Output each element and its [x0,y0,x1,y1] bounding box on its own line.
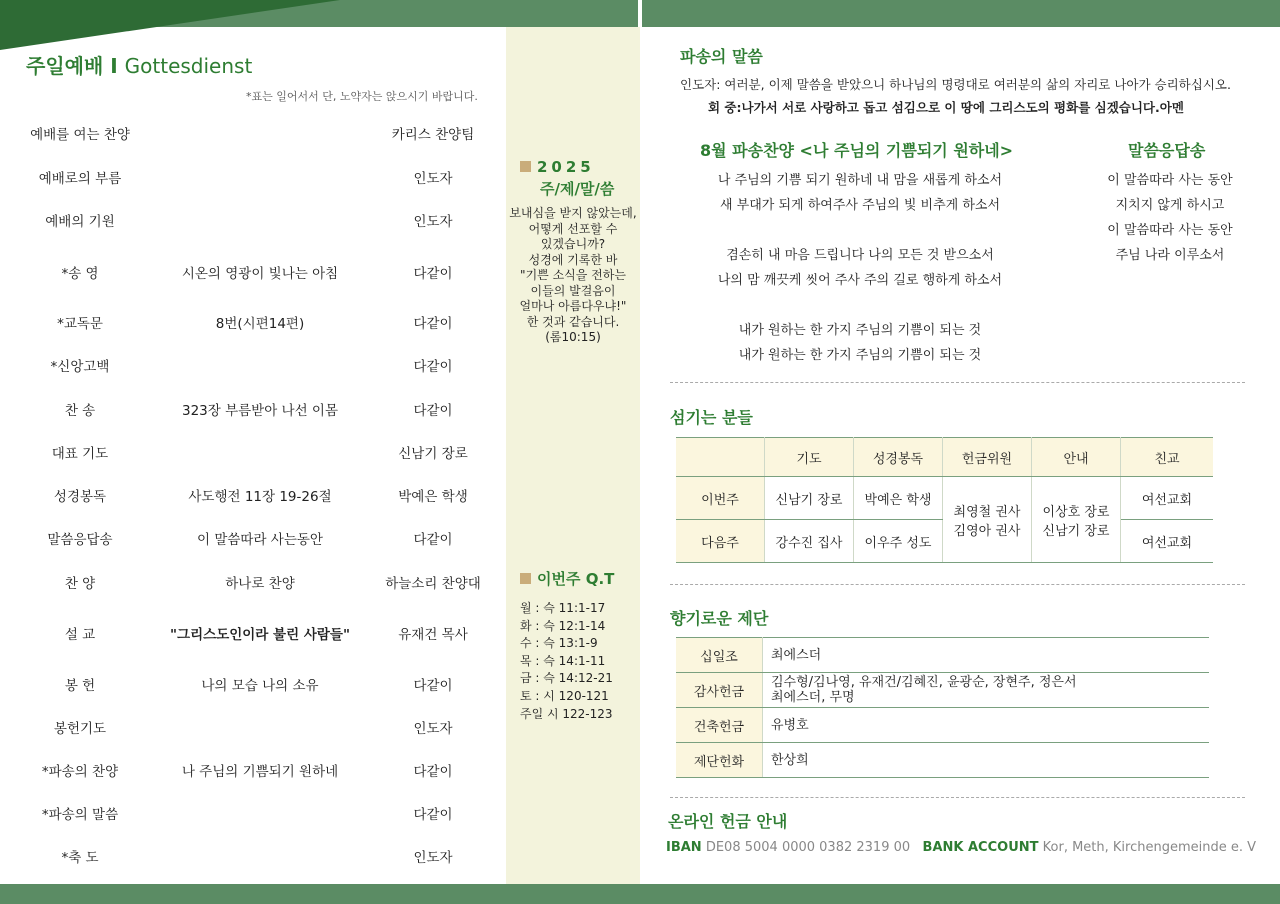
response-line: 지치지 않게 하시고 [1115,198,1225,213]
top-bar-accent [0,0,340,50]
song-line: 나의 맘 깨끗케 씻어 주사 주의 길로 행하게 하소서 [717,273,1003,288]
serve-row-label: 다음주 [676,520,765,563]
order-item: 설 교 [64,627,96,643]
order-row [0,164,506,194]
offer-value-line: 한상희 [771,752,809,768]
title-en: Gottesdienst [124,54,253,78]
order-row [0,671,506,701]
order-detail: 나의 모습 나의 소유 [201,678,319,694]
offer-label: 십일조 [676,638,763,673]
offer-value-line: 김수형/김나영, 유재건/김혜진, 윤광순, 장현주, 정은서 [771,675,1077,690]
song-line: 새 부대가 되게 하여주사 주님의 빛 비추게 하소서 [719,198,1001,213]
order-item: 찬 양 [64,576,96,592]
serve-usher [1032,477,1121,563]
order-detail: 사도행전 11장 19-26절 [188,489,332,505]
offer-row [676,743,1209,778]
divider [670,382,1245,383]
order-item: 봉 헌 [64,678,96,694]
response-line: 주님 나라 이루소서 [1115,248,1225,263]
offer-value [763,743,1210,778]
top-bar-right [642,0,1280,27]
order-item: *파송의 찬양 [41,764,119,780]
serve-col: 친교 [1121,438,1214,477]
verse-line: 어떻게 선포할 수 [528,221,618,236]
order-leader: 박예은 학생 [398,489,468,505]
qt-list [520,600,613,723]
serve-prayer: 신남기 장로 [765,477,854,520]
offer-label: 감사헌금 [676,673,763,708]
serve-fellowship: 여선교회 [1121,477,1214,520]
order-leader: 유재건 목사 [398,627,468,643]
offer-value [763,708,1210,743]
song-lyrics [690,168,1030,368]
song-line [690,218,1030,243]
qt-title: 이번주 Q.T [537,570,615,588]
response-lyrics [1090,168,1250,268]
order-row [0,757,506,787]
bank-name: Kor, Meth, Kirchengemeinde e. V [1042,840,1257,855]
order-leader: 인도자 [413,214,453,230]
order-leader: 인도자 [413,171,453,187]
verse-line: 보내심을 받지 않았는데, [509,206,637,220]
order-item: 예배의 기원 [45,214,115,230]
verse-line: "기쁜 소식을 전하는 [520,268,626,282]
square-icon [520,161,531,172]
offer-title: 향기로운 제단 [670,609,769,628]
theme-verse [507,206,639,346]
song-line [690,293,1030,318]
song-line: 나 주님의 기쁨 되기 원하네 내 맘을 새롭게 하소서 [717,173,1003,188]
order-item: *신앙고백 [50,359,110,375]
iban-label: IBAN [666,840,702,855]
serve-col: 기도 [765,438,854,477]
order-item: *축 도 [61,850,99,866]
serve-corner [676,438,765,477]
order-leader: 다같이 [413,266,453,282]
verse-line: 이들의 발걸음이 [530,283,616,298]
verse-line: 얼마나 아름다우냐!" [519,299,627,313]
qt-line: 수 : 슥 13:1-9 [520,636,598,651]
order-leader: 하늘소리 찬양대 [385,576,481,592]
order-row [0,207,506,237]
serve-fellowship: 여선교회 [1121,520,1214,563]
order-item: *교독문 [57,316,103,332]
order-detail: 나 주님의 기쁨되기 원하네 [181,764,339,780]
order-row [0,714,506,744]
order-leader: 인도자 [413,721,453,737]
order-detail: 하나로 찬양 [225,576,295,592]
order-leader: 다같이 [413,678,453,694]
sending-leader: 인도자: 여러분, 이제 말씀을 받았으니 하나님의 명령대로 여러분의 삶의 자리로 나아가 승리하십시오. [680,77,1231,92]
serve-row-label: 이번주 [676,477,765,520]
order-item: *파송의 말씀 [41,807,119,823]
bank-label: BANK ACCOUNT [922,840,1039,855]
song-line: 내가 원하는 한 가지 주님의 기쁨이 되는 것 [738,323,982,338]
order-leader: 다같이 [413,403,453,419]
serve-offering-1: 최영철 권사 [953,504,1021,520]
order-leader: 다같이 [413,764,453,780]
order-item: 예배로의 부름 [38,171,122,187]
verse-line: (롬10:15) [545,330,601,344]
offer-value-line: 유병호 [771,717,809,733]
divider [670,797,1245,798]
order-row [0,259,506,289]
order-row [0,482,506,512]
song-title: 8월 파송찬양 <나 주님의 기쁨되기 원하네> [700,141,1014,160]
offer-value-line: 최에스더, 무명 [771,690,855,705]
response-line: 이 말씀따라 사는 동안 [1107,173,1233,188]
serve-offering [943,477,1032,563]
response-title: 말씀응답송 [1128,141,1206,160]
song-line: 내가 원하는 한 가지 주님의 기쁨이 되는 것 [738,348,982,363]
qt-heading [520,568,614,589]
offer-table [676,637,1209,778]
page-title [26,50,252,79]
serve-col: 헌금위원 [943,438,1032,477]
sending-title: 파송의 말씀 [680,47,763,66]
iban-value: DE08 5004 0000 0382 2319 00 [705,840,911,855]
serve-title: 섬기는 분들 [670,408,753,427]
order-row [0,352,506,382]
offer-label: 건축헌금 [676,708,763,743]
response-line: 이 말씀따라 사는 동안 [1107,223,1233,238]
order-item: 말씀응답송 [47,532,113,548]
order-item: 대표 기도 [51,446,109,462]
order-item: *송 영 [61,266,99,282]
verse-line: 있겠습니까? [540,237,606,251]
order-item: 봉헌기도 [53,721,107,737]
order-detail: 323장 부름받아 나선 이몸 [181,403,338,419]
order-row [0,396,506,426]
order-row [0,569,506,599]
order-row [0,843,506,873]
order-detail: 이 말씀따라 사는동안 [197,532,323,548]
bank-info [666,840,1256,855]
order-leader: 카리스 찬양팀 [391,127,475,143]
qt-line: 토 : 시 120-121 [520,688,609,703]
serve-col: 성경봉독 [854,438,943,477]
offer-row [676,708,1209,743]
order-leader: 다같이 [413,359,453,375]
serve-reading: 박예은 학생 [854,477,943,520]
sidebar-panel [506,27,640,884]
theme-year: 2025 [537,158,595,176]
order-row [0,309,506,339]
divider [670,584,1245,585]
qt-line: 목 : 슥 14:1-11 [520,653,606,668]
order-row [0,525,506,555]
order-item: 찬 송 [64,403,96,419]
qt-line: 주일 시 122-123 [520,706,613,721]
serve-reading: 이우주 성도 [854,520,943,563]
serve-usher-1: 이상호 장로 [1042,504,1110,520]
offer-label: 제단헌화 [676,743,763,778]
serve-usher-2: 신남기 장로 [1042,523,1110,539]
order-row [0,439,506,469]
offer-row [676,638,1209,673]
verse-line: 한 것과 같습니다. [526,314,620,329]
serve-table [676,437,1213,563]
offer-value-line: 최에스더 [771,647,822,663]
order-detail: "그리스도인이라 불린 사람들" [170,627,350,643]
title-ko: 주일예배 I [26,54,118,78]
order-leader: 다같이 [413,316,453,332]
order-item: 성경봉독 [53,489,107,505]
order-row [0,120,506,150]
theme-subheading: 주/제/말/씀 [540,180,615,198]
song-line: 겸손히 내 마음 드립니다 나의 모든 것 받으소서 [726,248,994,263]
serve-prayer: 강수진 집사 [765,520,854,563]
square-icon [520,573,531,584]
serve-col: 안내 [1032,438,1121,477]
order-row [0,620,506,650]
order-leader: 인도자 [413,850,453,866]
online-title: 온라인 헌금 안내 [668,812,788,831]
order-row [0,800,506,830]
verse-line: 성경에 기록한 바 [528,252,618,267]
order-leader: 신남기 장로 [398,446,468,462]
qt-line: 금 : 슥 14:12-21 [520,671,613,686]
order-leader: 다같이 [413,532,453,548]
offer-value [763,673,1210,708]
sending-people: 회 중:나가서 서로 사랑하고 돕고 섬김으로 이 땅에 그리스도의 평화를 심겠습니다.아멘 [708,100,1184,115]
order-detail: 8번(시편14편) [215,316,305,332]
order-leader: 다같이 [413,807,453,823]
serve-offering-2: 김영아 권사 [953,523,1021,539]
offer-row [676,673,1209,708]
qt-line: 화 : 슥 12:1-14 [520,618,606,633]
order-detail: 시온의 영광이 빛나는 아침 [181,266,339,282]
bottom-bar [0,884,1280,904]
qt-line: 월 : 슥 11:1-17 [520,601,606,615]
offer-value [763,638,1210,673]
theme-heading [520,158,595,176]
order-item: 예배를 여는 찬양 [30,127,130,143]
standing-note: *표는 일어서서 단, 노약자는 앉으시기 바랍니다. [246,90,478,103]
